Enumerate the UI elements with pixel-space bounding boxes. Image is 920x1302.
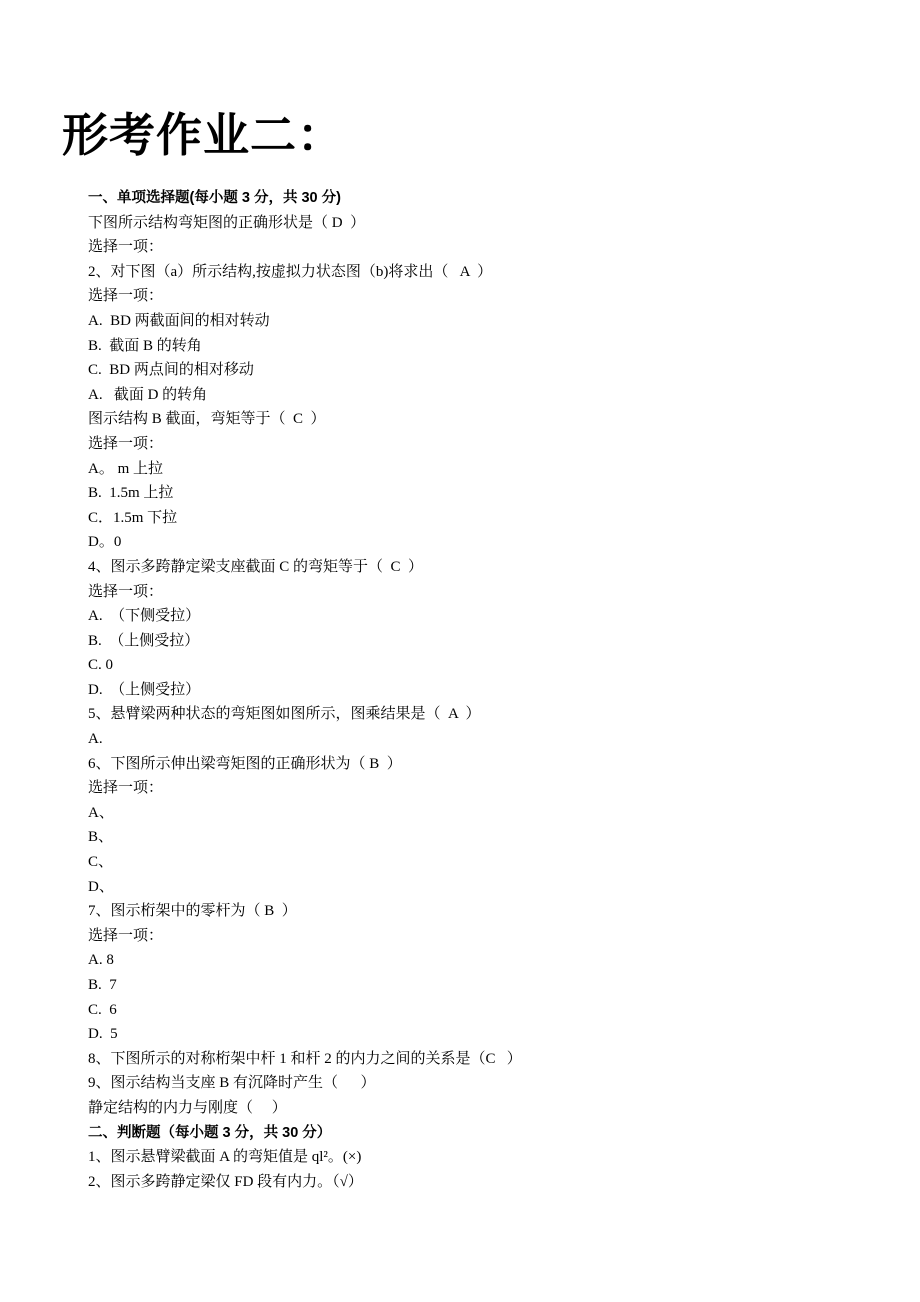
option-line: D. （上侧受拉）: [88, 681, 201, 698]
question-line: 4、图示多跨静定梁支座截面 C 的弯矩等于（ C ）: [88, 558, 424, 575]
question-line: 7、图示桁架中的零杆为（ B ）: [88, 903, 297, 920]
option-line: C. 6: [88, 1001, 117, 1018]
option-line: B. 7: [88, 977, 117, 993]
question-line: 5、悬臂梁两种状态的弯矩图如图所示，图乘结果是（ A ）: [88, 706, 481, 723]
section-heading-true-false: 二、判断题（每小题 3 分，共 30 分）: [88, 1124, 332, 1141]
question-line: 6、下图所示伸出梁弯矩图的正确形状为（ B ）: [88, 755, 402, 772]
option-line: B. （上侧受拉）: [88, 632, 200, 649]
option-line: C. BD 两点间的相对移动: [88, 362, 254, 379]
document-body: [88, 186, 888, 1194]
question-line: 8、下图所示的对称桁架中杆 1 和杆 2 的内力之间的关系是（C ）: [88, 1050, 522, 1067]
question-line: 2、对下图（a）所示结构,按虚拟力状态图（b)将求出（ A ）: [88, 263, 493, 280]
question-line: 下图所示结构弯矩图的正确形状是（ D ）: [88, 214, 366, 231]
question-line: 2、图示多跨静定梁仅 FD 段有内力。（√）: [88, 1173, 363, 1190]
option-line: A. 8: [88, 952, 114, 969]
option-line: B. 截面 B 的转角: [88, 337, 202, 354]
option-line: B. 1.5m 上拉: [88, 485, 174, 502]
option-line: C. 0: [88, 657, 114, 674]
section-heading-single-choice: 一、单项选择题(每小题 3 分，共 30 分): [88, 190, 341, 206]
choose-one-label: 选择一项：: [88, 583, 164, 600]
page-title: 形考作业二：: [62, 109, 344, 161]
option-line: A.: [88, 731, 103, 748]
choose-one-label: 选择一项：: [88, 435, 164, 452]
choose-one-label: 选择一项：: [88, 239, 164, 256]
question-line: 9、图示结构当支座 B 有沉降时产生（ ）: [88, 1075, 376, 1092]
choose-one-label: 选择一项：: [88, 927, 164, 944]
option-line: C．1.5m 下拉: [88, 509, 178, 526]
option-line: A. （下侧受拉）: [88, 608, 201, 625]
option-line: D. 5: [88, 1026, 118, 1043]
choose-one-label: 选择一项：: [88, 780, 164, 797]
question-line: 静定结构的内力与刚度（ ）: [88, 1099, 287, 1116]
option-line: A. 截面 D 的转角: [88, 386, 208, 403]
choose-one-label: 选择一项：: [88, 288, 164, 305]
question-line: 1、图示悬臂梁截面 A 的弯矩值是 ql²。(×): [88, 1149, 362, 1166]
option-line: A。 m 上拉: [88, 460, 164, 477]
option-line: D。0: [88, 534, 122, 551]
option-line: B、: [88, 829, 114, 846]
option-line: C、: [88, 854, 114, 871]
option-line: A、: [88, 804, 114, 821]
option-line: A. BD 两截面间的相对转动: [88, 312, 270, 329]
option-line: D、: [88, 878, 114, 895]
question-line: 图示结构 B 截面，弯矩等于（ C ）: [88, 411, 326, 428]
